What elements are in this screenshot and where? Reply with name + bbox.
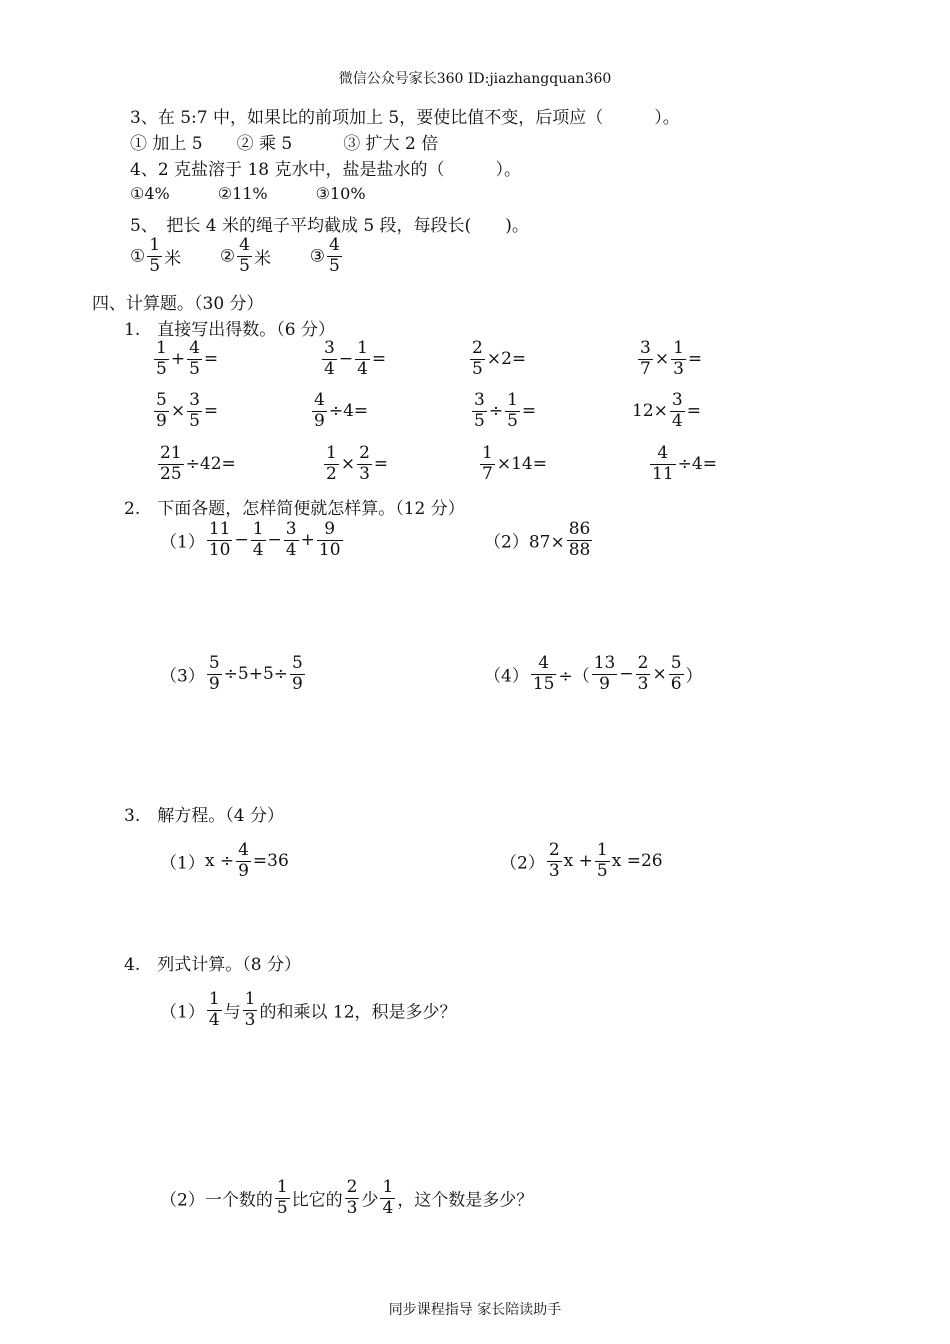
simplify-3: （3） $\frac{5}{9}$ ÷5+5÷ $\frac{5}{9}$ (160, 653, 303, 694)
option-1: ① $\frac{1}{5}$ 米 (130, 235, 182, 276)
question-3-options: ① 加上 5 ② 乘 5 ③ 扩大 2 倍 (130, 134, 439, 154)
option-2: ② $\frac{4}{5}$ 米 (219, 235, 271, 276)
expr-1: $\frac{1}{5}$ + $\frac{4}{5}$ = (156, 338, 219, 379)
expr-8: 12× $\frac{3}{4}$ = (632, 390, 701, 431)
question-5: 5、 把长 4 米的绳子平均截成 5 段，每段长( )。 (130, 216, 529, 236)
part-4-title: 4. 列式计算。（8 分） (124, 955, 301, 975)
page-footer: 同步课程指导 家长陪读助手 (388, 1302, 562, 1318)
part-3-title: 3. 解方程。（4 分） (124, 806, 284, 826)
simplify-2: （2）87× $\frac{86}{88}$ (484, 519, 591, 560)
section-4-title: 四、计算题。（30 分） (92, 294, 264, 314)
expr-4: $\frac{3}{7}$ × $\frac{1}{3}$ = (640, 338, 703, 379)
question-3: 3、在 5:7 中，如果比的前项加上 5，要使比值不变，后项应（ ）。 (130, 108, 680, 128)
question-4-options: ①4% ②11% ③10% (130, 184, 366, 203)
simplify-4: （4） $\frac{4}{15}$ ÷（ $\frac{13}{9}$ − $\frac{2}{3}$ × $\frac{5}{6}$ ） (484, 653, 703, 694)
question-4: 4、2 克盐溶于 18 克水中，盐是盐水的（ ）。 (130, 160, 521, 180)
expr-9: $\frac{21}{25}$ ÷42= (160, 443, 236, 484)
question-5-options (130, 236, 344, 276)
expr-2: $\frac{3}{4}$ − $\frac{1}{4}$ = (324, 338, 387, 379)
part-1-title: 1. 直接写出得数。（6 分） (124, 320, 335, 340)
part-2-title: 2. 下面各题，怎样简便就怎样算。（12 分） (124, 499, 465, 519)
simplify-1: （1） $\frac{11}{10}$ − $\frac{1}{4}$ − $\frac{3}{4}$ + $\frac{9}{10}$ (160, 519, 341, 560)
expr-5: $\frac{5}{9}$ × $\frac{3}{5}$ = (156, 390, 219, 431)
option-3: ③ $\frac{4}{5}$ (309, 235, 340, 276)
word-problem-1: （1） $\frac{1}{4}$ 与 $\frac{1}{3}$ 的和乘以 12，积是多少？ (160, 989, 457, 1030)
expr-10: $\frac{1}{2}$ × $\frac{2}{3}$ = (326, 443, 389, 484)
expr-3: $\frac{2}{5}$ ×2= (472, 338, 527, 379)
equation-1: （1）x ÷ $\frac{4}{9}$ =36 (160, 840, 289, 881)
page-header: 微信公众号家长360 ID:jiazhangquan360 (338, 71, 612, 87)
expr-11: $\frac{1}{7}$ ×14= (482, 443, 547, 484)
equation-2: （2） $\frac{2}{3}$ x + $\frac{1}{5}$ x =26 (500, 840, 663, 881)
expr-7: $\frac{3}{5}$ ÷ $\frac{1}{5}$ = (474, 390, 537, 431)
expr-12: $\frac{4}{11}$ ÷4= (652, 443, 717, 484)
expr-6: $\frac{4}{9}$ ÷4= (314, 390, 369, 431)
word-problem-2: （2）一个数的 $\frac{1}{5}$ 比它的 $\frac{2}{3}$ 少 $\frac{1}{4}$ ，这个数是多少？ (160, 1177, 534, 1218)
